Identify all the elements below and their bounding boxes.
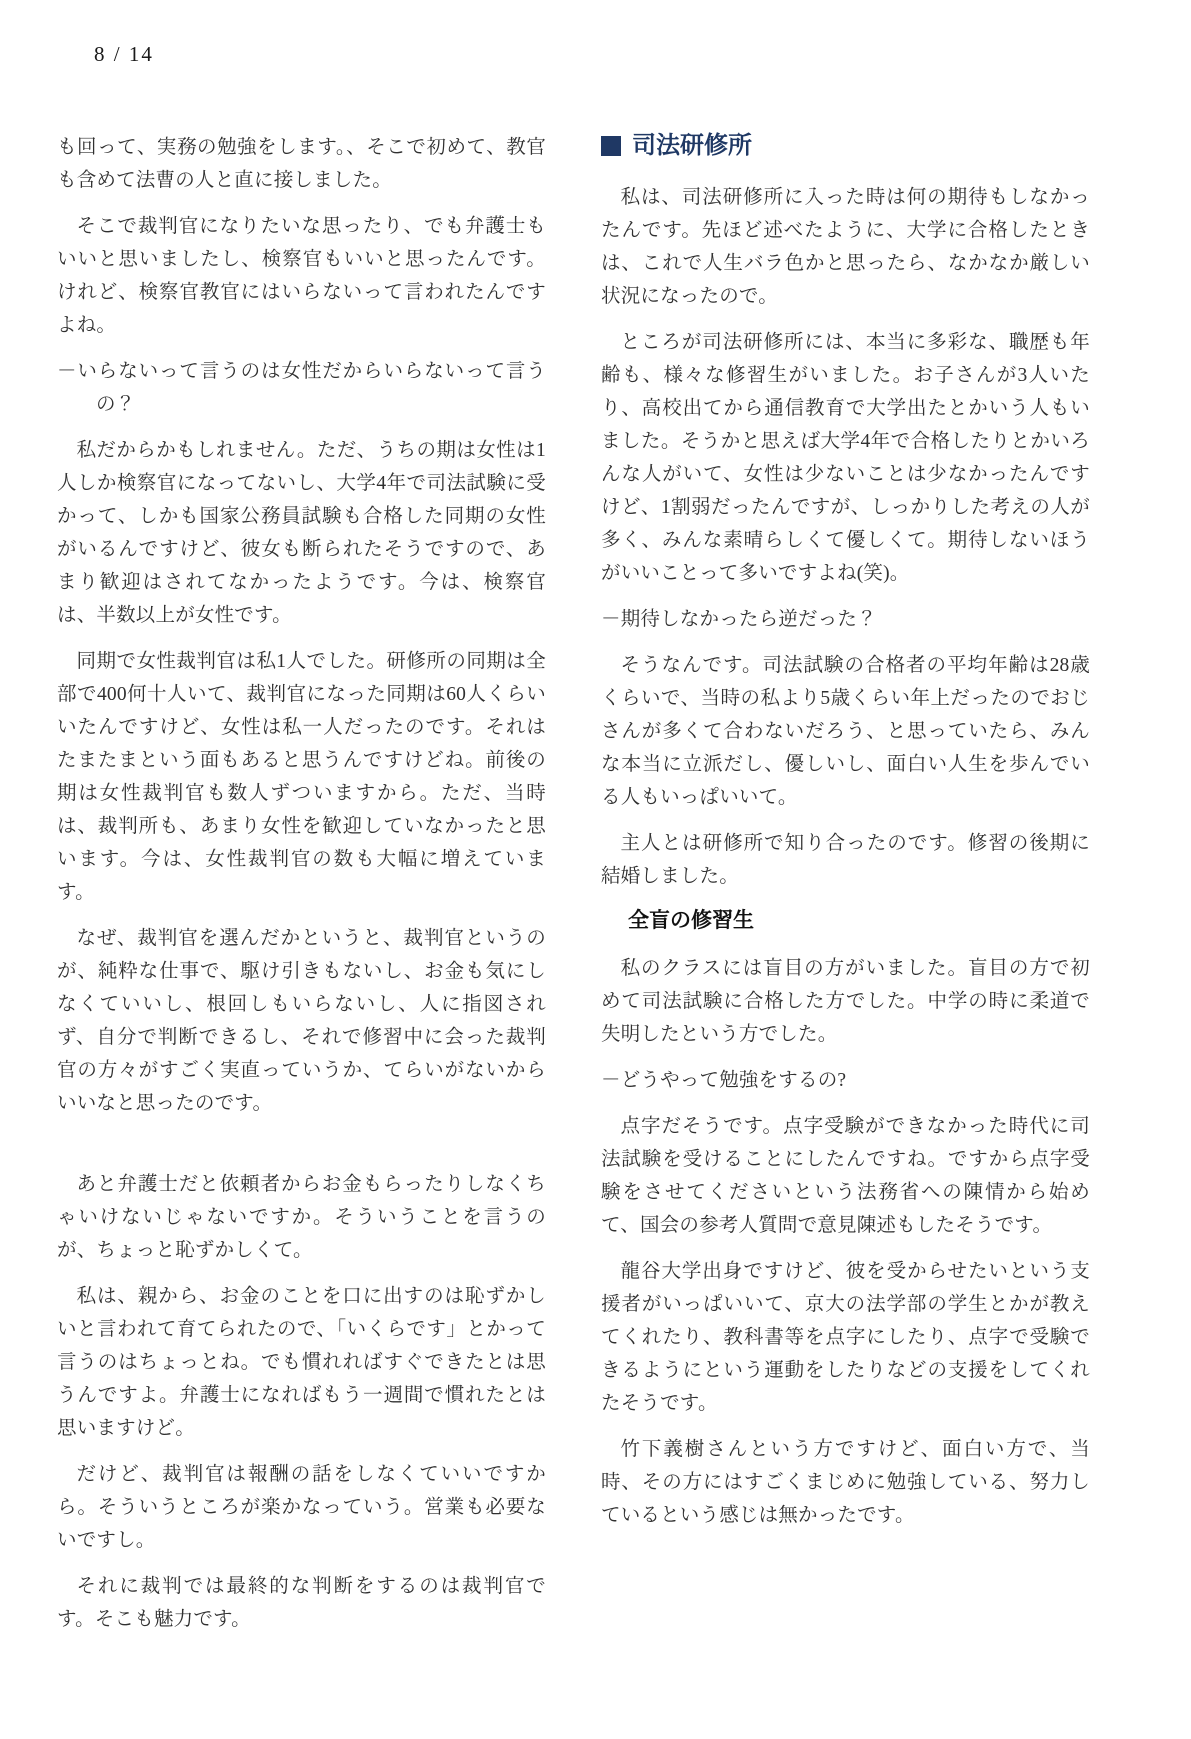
paragraph: あと弁護士だと依頼者からお金もらったりしなくちゃいけないじゃないですか。そういうことを言うのが、ちょっと恥ずかしくて。 [57,1174,546,1261]
paragraph: 私は、司法研修所に入った時は何の期待もしなかったんです。先ほど述べたように、大学に合格したときは、これで人生バラ色かと思ったら、なかなか厳しい状況になったので。 [601,187,1090,307]
paragraph: そうなんです。司法試験の合格者の平均年齢は28歳くらいで、当時の私より5歳くらい年上だったのでおじさんが多くて合わないだろう、と思っていたら、みんな本当に立派だし、優しいし、面白い人生を歩んでいる人もいっぱいいて。 [601,655,1090,808]
paragraph: 私は、親から、お金のことを口に出すのは恥ずかしいと言われて育てられたので、「いくらです」とかって言うのはちょっとね。でも慣れればすぐできたとは思うんですよ。弁護士になればもう一週間で慣れたとは思いますけど。 [57,1286,546,1439]
paragraph: も回って、実務の勉強をします。、そこで初めて、教官も含めて法曹の人と直に接しました。 [57,137,546,191]
paragraph: 竹下義樹さんという方ですけど、面白い方で、当時、その方にはすごくまじめに勉強している、努力しているという感じは無かったです。 [601,1439,1090,1526]
interviewer-question: －どうやって勉強をするの? [601,1070,847,1091]
page-number: 8 / 14 [94,42,154,66]
paragraph: 私のクラスには盲目の方がいました。盲目の方で初めて司法試験に合格した方でした。中学の時に柔道で失明したという方でした。 [601,958,1090,1045]
paragraph: 私だからかもしれません。ただ、うちの期は女性は1人しか検察官になってないし、大学4年で司法試験に受かって、しかも国家公務員試験も合格した同期の女性がいるんですけど、彼女も断られたそうですので、あまり歓迎はされてなかったようです。今は、検察官は、半数以上が女性です。 [57,440,546,626]
square-bullet-icon [601,136,621,156]
left-column [57,131,546,1649]
right-column [601,131,1090,1649]
paragraph: そこで裁判官になりたいな思ったり、でも弁護士もいいと思いましたし、検察官もいいと思ったんです。けれど、検察官教官にはいらないって言われたんですよね。 [57,216,546,336]
paragraph: それに裁判では最終的な判断をするのは裁判官です。そこも魅力です。 [57,1576,546,1630]
interviewer-question: －いらないって言うのは女性だからいらないって言うの？ [57,361,546,415]
subsection-heading: 全盲の修習生 [628,909,754,932]
paragraph: 同期で女性裁判官は私1人でした。研修所の同期は全部で400何十人いて、裁判官になった同期は60人くらいいたんですけど、女性は私一人だったのです。それはたまたまという面もあると思うんですけどね。前後の期は女性裁判官も数人ずついますから。ただ、当時は、裁判所も、あまり女性を歓迎していなかったと思います。今は、女性裁判官の数も大幅に増えています。 [57,651,546,903]
paragraph: ところが司法研修所には、本当に多彩な、職歴も年齢も、様々な修習生がいました。お子さんが3人いたり、高校出てから通信教育で大学出たとかいう人もいました。そうかと思えば大学4年で合格したりとかいろんな人がいて、女性は少ないことは少なかったんですけど、1割弱だったんですが、しっかりした考えの人が多く、みんな素晴らしくて優しくて。期待しないほうがいいことって多いですよね(笑)。 [601,332,1090,584]
page-content [57,131,1090,1649]
interviewer-question: －期待しなかったら逆だった？ [601,609,877,630]
paragraph: 主人とは研修所で知り合ったのです。修習の後期に結婚しました。 [601,833,1090,887]
section-heading [601,131,1090,161]
paragraph: だけど、裁判官は報酬の話をしなくていいですから。そういうところが楽かなっていう。営業も必要ないですし。 [57,1464,546,1551]
paragraph: 龍谷大学出身ですけど、彼を受からせたいという支援者がいっぱいいて、京大の法学部の学生とかが教えてくれたり、教科書等を点字にしたり、点字で受験できるようにという運動をしたりなどの支援をしてくれたそうです。 [601,1261,1090,1414]
paragraph: 点字だそうです。点字受験ができなかった時代に司法試験を受けることにしたんですね。ですから点字受験をさせてくださいという法務省への陳情から始めて、国会の参考人質問で意見陳述もしたそうです。 [601,1116,1090,1236]
section-heading-label: 司法研修所 [632,132,752,159]
paragraph-spacer [57,1133,546,1168]
paragraph: なぜ、裁判官を選んだかというと、裁判官というのが、純粋な仕事で、駆け引きもないし、お金も気にしなくていいし、根回しもいらないし、人に指図されず、自分で判断できるし、それで修習中に会った裁判官の方々がすごく実直っていうか、てらいがないからいいなと思ったのです。 [57,928,546,1114]
